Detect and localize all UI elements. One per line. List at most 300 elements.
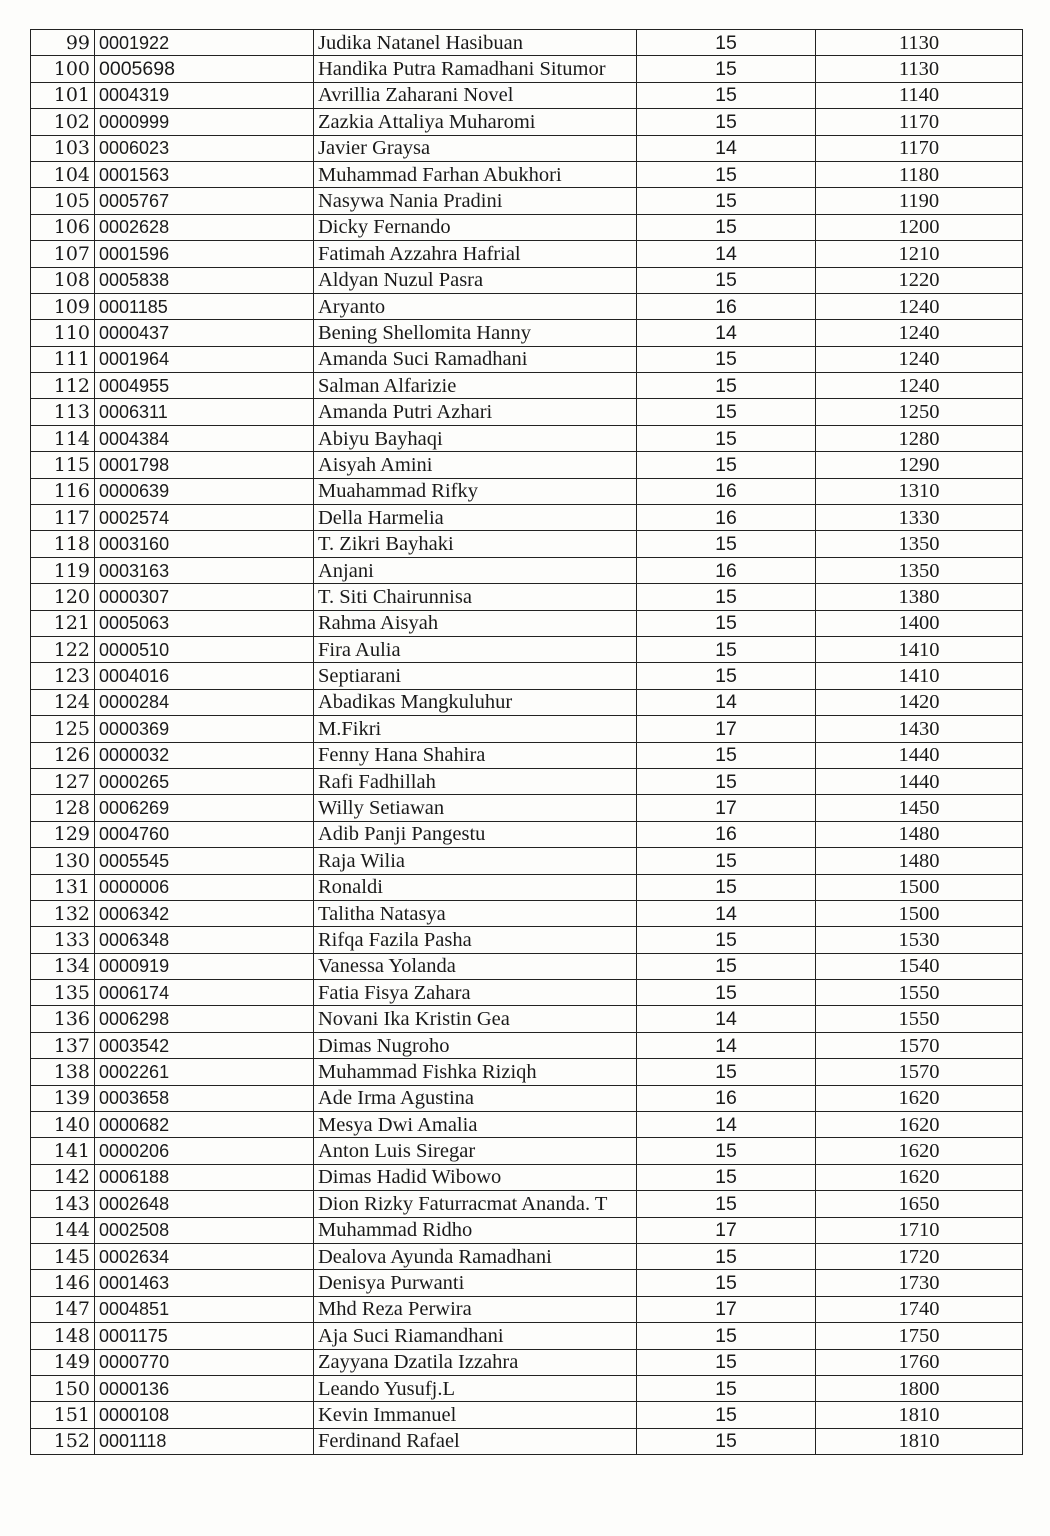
row-id: 0000136 [95,1375,314,1401]
row-number: 123 [31,663,95,689]
table-row [31,1402,1023,1428]
row-value: 1530 [816,927,1023,953]
row-id: 0004016 [95,663,314,689]
row-number: 131 [31,874,95,900]
row-age: 15 [637,1402,816,1428]
row-value: 1240 [816,320,1023,346]
row-number: 119 [31,557,95,583]
row-age: 15 [637,1428,816,1454]
table-row [31,1323,1023,1349]
table-row [31,56,1023,82]
table-row [31,109,1023,135]
row-value: 1350 [816,531,1023,557]
row-value: 1540 [816,953,1023,979]
row-value: 1620 [816,1138,1023,1164]
row-age: 15 [637,636,816,662]
row-name: Kevin Immanuel [314,1402,637,1428]
row-age: 15 [637,1243,816,1269]
table-row [31,346,1023,372]
row-value: 1620 [816,1164,1023,1190]
row-number: 132 [31,900,95,926]
table-row [31,320,1023,346]
row-id: 0000682 [95,1112,314,1138]
row-age: 14 [637,1006,816,1032]
row-value: 1250 [816,399,1023,425]
row-value: 1170 [816,109,1023,135]
table-row [31,663,1023,689]
row-name: T. Zikri Bayhaki [314,531,637,557]
row-number: 133 [31,927,95,953]
row-number: 127 [31,768,95,794]
row-name: Muhammad Fishka Riziqh [314,1059,637,1085]
row-number: 141 [31,1138,95,1164]
row-value: 1200 [816,214,1023,240]
row-id: 0005545 [95,848,314,874]
row-number: 146 [31,1270,95,1296]
row-id: 0004319 [95,82,314,108]
table-row [31,425,1023,451]
table-row [31,689,1023,715]
row-name: Septiarani [314,663,637,689]
row-name: Amanda Suci Ramadhani [314,346,637,372]
row-id: 0006174 [95,980,314,1006]
table-row [31,452,1023,478]
row-value: 1440 [816,742,1023,768]
row-value: 1210 [816,241,1023,267]
row-name: Ade Irma Agustina [314,1085,637,1111]
row-name: Anton Luis Siregar [314,1138,637,1164]
row-id: 0001118 [95,1428,314,1454]
row-value: 1620 [816,1112,1023,1138]
row-number: 109 [31,293,95,319]
row-name: Rafi Fadhillah [314,768,637,794]
row-id: 0003542 [95,1032,314,1058]
table-row [31,557,1023,583]
row-id: 0005063 [95,610,314,636]
row-name: T. Siti Chairunnisa [314,584,637,610]
row-number: 115 [31,452,95,478]
row-age: 16 [637,478,816,504]
row-age: 15 [637,109,816,135]
table-row [31,1059,1023,1085]
row-name: Ronaldi [314,874,637,900]
table-row [31,531,1023,557]
table-row [31,1217,1023,1243]
row-number: 145 [31,1243,95,1269]
row-number: 137 [31,1032,95,1058]
row-id: 0006298 [95,1006,314,1032]
row-id: 0000510 [95,636,314,662]
row-id: 0002261 [95,1059,314,1085]
row-age: 16 [637,557,816,583]
row-number: 107 [31,241,95,267]
row-value: 1480 [816,848,1023,874]
row-value: 1130 [816,56,1023,82]
table-row [31,1112,1023,1138]
row-name: Handika Putra Ramadhani Situmor [314,56,637,82]
row-id: 0002574 [95,505,314,531]
row-number: 125 [31,716,95,742]
row-name: Novani Ika Kristin Gea [314,1006,637,1032]
row-value: 1810 [816,1402,1023,1428]
row-id: 0001185 [95,293,314,319]
row-id: 0005698 [95,56,314,82]
row-age: 15 [637,373,816,399]
row-id: 0000284 [95,689,314,715]
row-value: 1480 [816,821,1023,847]
row-number: 106 [31,214,95,240]
row-name: Leando Yusufj.L [314,1375,637,1401]
table-row [31,241,1023,267]
row-number: 118 [31,531,95,557]
row-id: 0000999 [95,109,314,135]
row-age: 15 [637,399,816,425]
row-number: 129 [31,821,95,847]
row-name: Aja Suci Riamandhani [314,1323,637,1349]
row-id: 0004955 [95,373,314,399]
row-number: 151 [31,1402,95,1428]
table-row [31,953,1023,979]
row-age: 15 [637,425,816,451]
row-name: Dimas Nugroho [314,1032,637,1058]
row-age: 15 [637,584,816,610]
row-number: 150 [31,1375,95,1401]
row-number: 105 [31,188,95,214]
table-row [31,1296,1023,1322]
table-row [31,610,1023,636]
table-row [31,188,1023,214]
row-name: Muhammad Farhan Abukhori [314,161,637,187]
row-age: 15 [637,663,816,689]
row-id: 0000108 [95,1402,314,1428]
row-id: 0003658 [95,1085,314,1111]
row-value: 1220 [816,267,1023,293]
row-value: 1500 [816,874,1023,900]
row-number: 126 [31,742,95,768]
row-name: Fatimah Azzahra Hafrial [314,241,637,267]
table-row [31,267,1023,293]
row-id: 0002648 [95,1191,314,1217]
row-id: 0005838 [95,267,314,293]
row-value: 1620 [816,1085,1023,1111]
row-age: 15 [637,1191,816,1217]
row-value: 1410 [816,636,1023,662]
row-age: 15 [637,161,816,187]
table-row [31,1138,1023,1164]
row-number: 104 [31,161,95,187]
row-id: 0004760 [95,821,314,847]
row-number: 100 [31,56,95,82]
row-name: Rifqa Fazila Pasha [314,927,637,953]
row-value: 1810 [816,1428,1023,1454]
row-age: 16 [637,505,816,531]
row-age: 15 [637,56,816,82]
row-number: 110 [31,320,95,346]
row-number: 108 [31,267,95,293]
row-age: 17 [637,1296,816,1322]
row-number: 135 [31,980,95,1006]
row-age: 16 [637,1085,816,1111]
row-id: 0000032 [95,742,314,768]
row-id: 0002508 [95,1217,314,1243]
row-age: 15 [637,267,816,293]
row-age: 14 [637,900,816,926]
row-number: 117 [31,505,95,531]
row-number: 122 [31,636,95,662]
table-row [31,135,1023,161]
row-number: 136 [31,1006,95,1032]
table-row [31,1349,1023,1375]
row-age: 15 [637,1375,816,1401]
row-number: 138 [31,1059,95,1085]
row-number: 102 [31,109,95,135]
row-value: 1410 [816,663,1023,689]
row-value: 1710 [816,1217,1023,1243]
row-value: 1720 [816,1243,1023,1269]
row-age: 15 [637,1270,816,1296]
row-id: 0006023 [95,135,314,161]
row-value: 1570 [816,1059,1023,1085]
table-row [31,980,1023,1006]
row-age: 15 [637,214,816,240]
row-value: 1430 [816,716,1023,742]
row-age: 14 [637,320,816,346]
row-age: 17 [637,716,816,742]
row-age: 14 [637,241,816,267]
table-row [31,768,1023,794]
row-value: 1440 [816,768,1023,794]
table-row [31,30,1023,56]
table-row [31,1164,1023,1190]
row-id: 0006269 [95,795,314,821]
row-id: 0006311 [95,399,314,425]
row-name: Judika Natanel Hasibuan [314,30,637,56]
row-age: 14 [637,1112,816,1138]
row-id: 0001563 [95,161,314,187]
row-id: 0006348 [95,927,314,953]
row-value: 1280 [816,425,1023,451]
row-age: 15 [637,1349,816,1375]
row-age: 17 [637,795,816,821]
row-number: 139 [31,1085,95,1111]
row-value: 1730 [816,1270,1023,1296]
row-id: 0004851 [95,1296,314,1322]
row-value: 1190 [816,188,1023,214]
row-age: 15 [637,1138,816,1164]
row-number: 101 [31,82,95,108]
row-age: 14 [637,1032,816,1058]
row-age: 15 [637,980,816,1006]
row-value: 1650 [816,1191,1023,1217]
row-name: Muhammad Ridho [314,1217,637,1243]
table-row [31,1428,1023,1454]
row-id: 0000437 [95,320,314,346]
row-value: 1450 [816,795,1023,821]
table-row [31,1270,1023,1296]
row-name: Javier Graysa [314,135,637,161]
row-value: 1330 [816,505,1023,531]
row-age: 15 [637,188,816,214]
row-value: 1310 [816,478,1023,504]
table-row [31,636,1023,662]
row-name: Dealova Ayunda Ramadhani [314,1243,637,1269]
row-name: Anjani [314,557,637,583]
row-id: 0006342 [95,900,314,926]
row-value: 1570 [816,1032,1023,1058]
row-id: 0001922 [95,30,314,56]
row-name: Willy Setiawan [314,795,637,821]
row-age: 15 [637,848,816,874]
row-value: 1170 [816,135,1023,161]
row-age: 17 [637,1217,816,1243]
row-name: Dicky Fernando [314,214,637,240]
table-row [31,399,1023,425]
row-name: Mesya Dwi Amalia [314,1112,637,1138]
row-name: Nasywa Nania Pradini [314,188,637,214]
row-number: 124 [31,689,95,715]
table-row [31,293,1023,319]
row-name: Aisyah Amini [314,452,637,478]
table-row [31,161,1023,187]
row-value: 1240 [816,293,1023,319]
row-name: Avrillia Zaharani Novel [314,82,637,108]
table-row [31,1085,1023,1111]
row-value: 1240 [816,346,1023,372]
row-number: 113 [31,399,95,425]
row-value: 1760 [816,1349,1023,1375]
row-value: 1800 [816,1375,1023,1401]
row-age: 15 [637,874,816,900]
table-row [31,1375,1023,1401]
row-id: 0000265 [95,768,314,794]
row-number: 152 [31,1428,95,1454]
row-name: Zazkia Attaliya Muharomi [314,109,637,135]
row-age: 14 [637,135,816,161]
row-number: 103 [31,135,95,161]
row-name: Fatia Fisya Zahara [314,980,637,1006]
row-value: 1130 [816,30,1023,56]
table-row [31,900,1023,926]
table-row [31,716,1023,742]
row-number: 149 [31,1349,95,1375]
row-age: 16 [637,821,816,847]
row-age: 14 [637,689,816,715]
row-name: Della Harmelia [314,505,637,531]
row-value: 1180 [816,161,1023,187]
row-name: M.Fikri [314,716,637,742]
row-number: 130 [31,848,95,874]
table-row [31,1006,1023,1032]
row-number: 112 [31,373,95,399]
table-row [31,1243,1023,1269]
table-row [31,1032,1023,1058]
row-value: 1140 [816,82,1023,108]
row-age: 15 [637,768,816,794]
row-age: 15 [637,953,816,979]
row-number: 116 [31,478,95,504]
row-name: Mhd Reza Perwira [314,1296,637,1322]
row-value: 1740 [816,1296,1023,1322]
row-id: 0004384 [95,425,314,451]
table-row [31,478,1023,504]
row-number: 99 [31,30,95,56]
row-name: Ferdinand Rafael [314,1428,637,1454]
row-id: 0000369 [95,716,314,742]
row-id: 0002634 [95,1243,314,1269]
row-age: 15 [637,82,816,108]
row-name: Abadikas Mangkuluhur [314,689,637,715]
table-row [31,82,1023,108]
row-name: Dimas Hadid Wibowo [314,1164,637,1190]
row-name: Raja Wilia [314,848,637,874]
row-age: 15 [637,1323,816,1349]
row-age: 15 [637,30,816,56]
row-id: 0001798 [95,452,314,478]
row-id: 0000639 [95,478,314,504]
row-value: 1550 [816,1006,1023,1032]
row-number: 121 [31,610,95,636]
row-id: 0006188 [95,1164,314,1190]
row-name: Dion Rizky Faturracmat Ananda. T [314,1191,637,1217]
row-value: 1380 [816,584,1023,610]
row-value: 1350 [816,557,1023,583]
row-number: 147 [31,1296,95,1322]
row-id: 0000006 [95,874,314,900]
table-row [31,848,1023,874]
table-row [31,874,1023,900]
row-age: 15 [637,1059,816,1085]
row-value: 1400 [816,610,1023,636]
table-row [31,927,1023,953]
row-age: 16 [637,293,816,319]
row-name: Aldyan Nuzul Pasra [314,267,637,293]
row-name: Fenny Hana Shahira [314,742,637,768]
row-id: 0000770 [95,1349,314,1375]
row-number: 120 [31,584,95,610]
row-age: 15 [637,742,816,768]
row-name: Adib Panji Pangestu [314,821,637,847]
roster-table [30,29,1023,1455]
row-value: 1420 [816,689,1023,715]
table-row [31,214,1023,240]
roster-table-body [31,30,1023,1455]
row-id: 0002628 [95,214,314,240]
table-row [31,1191,1023,1217]
row-id: 0001964 [95,346,314,372]
row-age: 15 [637,610,816,636]
row-name: Muahammad Rifky [314,478,637,504]
row-id: 0000307 [95,584,314,610]
row-name: Rahma Aisyah [314,610,637,636]
row-number: 144 [31,1217,95,1243]
table-row [31,821,1023,847]
row-age: 15 [637,346,816,372]
row-value: 1240 [816,373,1023,399]
row-id: 0001596 [95,241,314,267]
row-name: Fira Aulia [314,636,637,662]
row-value: 1550 [816,980,1023,1006]
row-age: 15 [637,1164,816,1190]
row-id: 0003163 [95,557,314,583]
row-name: Zayyana Dzatila Izzahra [314,1349,637,1375]
row-age: 15 [637,927,816,953]
row-number: 148 [31,1323,95,1349]
row-name: Amanda Putri Azhari [314,399,637,425]
row-age: 15 [637,452,816,478]
row-number: 114 [31,425,95,451]
table-row [31,795,1023,821]
row-value: 1750 [816,1323,1023,1349]
